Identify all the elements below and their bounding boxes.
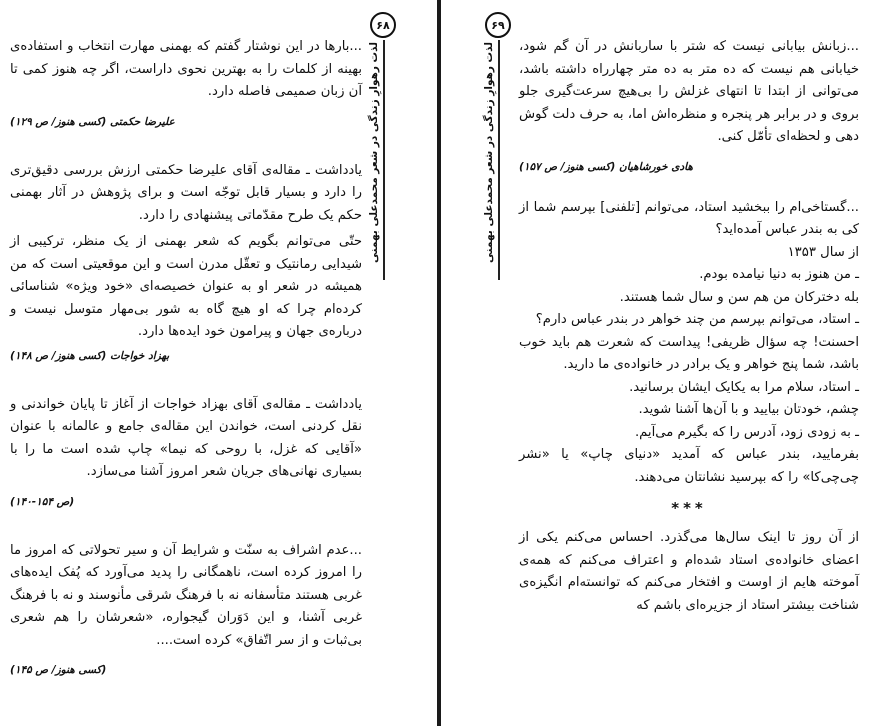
paragraph: یادداشت ـ مقاله‌ی آقای بهزاد خواجات از آغاز تا پایان خواندنی و نقل کردنی است، خواندن این مقاله‌ی جامع و عالمانه با عنوان «آقایی که غزل، با روحی که نیما» چاپ شده است ما را با بسیاری نهانی‌های جریان شعر امروز آشنا می‌سازد. [10, 396, 362, 479]
paragraph: یادداشت ـ مقاله‌ی آقای علیرضا حکمتی ارزش بررسی دقیق‌تری را دارد و بسیار قابل توجّه است و برای پژوهش در آثار بهمنی حکم یک طرح مقدّماتی پیشنهادی را دارد. [10, 162, 362, 223]
citation: بهزاد خواجات (کسی هنوز/ ص ۱۴۸) [10, 349, 170, 362]
citation: علیرضا حکمتی (کسی هنوز/ ص ۱۲۹) [10, 115, 175, 128]
dialogue-line: ـ استاد، می‌توانم بپرسم من چند خواهر در بندر عباس دارم؟ [535, 312, 859, 327]
section-separator: *** [671, 499, 707, 517]
dialogue-line: ـ من هنوز به دنیا نیامده بودم. [699, 267, 859, 282]
dialogue-line: ـ استاد، سلام مرا به یکایک ایشان برسانید. [629, 379, 859, 395]
citation: هادی خورشاهیان (کسی هنوز/ ص ۱۵۷) [519, 160, 693, 173]
page-number: ۶۹ [485, 12, 511, 38]
left-page-text [10, 36, 362, 678]
paragraph: حتّی می‌توانم بگویم که شعر بهمنی از یک منظر، ترکیبی از شیدایی رمانتیک و تعقّل مدرن است و این موقعیتی است که من همیشه در شعر او به عنوان خصیصه‌ای «خود ویژه» شناسائی کرده‌ام چرا که او هیچ گاه به شور بی‌مهار متوسل نیست و درباره‌ی جهان و پیرامون خود ایده‌ها دارد. [10, 234, 362, 339]
dialogue-line: چشم، خودتان بیایید و با آن‌ها آشنا شوید. [638, 402, 859, 417]
running-title: لذت رهوارِ زندگی در شعر محمدعلی بهمنی [368, 42, 380, 264]
left-page [0, 0, 437, 726]
citation: (ص ۱۵۴-۱۴۰) [10, 495, 75, 508]
dialogue-line: از سال ۱۳۵۳ [787, 244, 859, 260]
paragraph: ...گستاخی‌ام را ببخشید استاد، می‌توانم [تلفنی] بپرسم شما از کی به بندر عباس آمده‌اید؟ [519, 199, 859, 237]
dialogue-line: بله دخترکان من هم سن و سال شما هستند. [619, 289, 859, 305]
paragraph: از آن روز تا اینک سال‌ها می‌گذرد. احساس می‌کنم یکی از اعضای خانواده‌ی استاد شده‌ام و اعتراف می‌کنم که همه‌ی آموخته هایم از اوست و افتخار می‌کنم که توانسته‌ام انگیزه‌ی شناخت بیشتر استاد از جزیره‌ای باشم که [519, 530, 859, 613]
running-title-rule [498, 40, 500, 280]
paragraph: ...عدم اشراف به سنّت و شرایط آن و سیر تحولاتی که امروز ما را امروز کرده است، ناهمگانی را پدید می‌آورد که پُفک ایده‌های غربی هستند متأسفانه نه با فرهنگ شرقی مأنوسند و نه با فرهنگ غربی آشنا، و این دَوَران گیجواره، «شعرشان را هم شعری بی‌ثبات و از سر اتّفاق» کرده است.... [10, 542, 362, 648]
running-title-rule [383, 40, 385, 280]
right-page [441, 0, 878, 726]
citation: (کسی هنوز/ ص ۱۴۵) [10, 664, 107, 676]
dialogue-line: ـ به زودی زود، آدرس را که بگیرم می‌آیم. [634, 424, 859, 440]
running-title: لذت رهوارِ زندگی در شعر محمدعلی بهمنی [483, 42, 495, 264]
paragraph: ...بارها در این نوشتار گفتم که بهمنی مهارت انتخاب و استفاده‌ی بهینه از کلمات را به بهترین نحوی داراست، اگر چه هنوز کمی تا آن زبان صمیمی فاصله دارد. [10, 39, 362, 99]
dialogue-line: احسنت! چه سؤال ظریفی! پیداست که شعرت هم باید خوب باشد، شما پنج خواهر و یک برادر در خانواده‌ی ما دارید. [519, 334, 859, 372]
page-number: ۶۸ [370, 12, 396, 38]
right-page-text [519, 36, 859, 617]
paragraph: ...زبانش بیابانی نیست که شتر با ساربانش در آن گم شود، خیابانی هم نیست که ده متر به ده متر چهارراه داشته باشد، می‌توانی از ابتدا تا انتهای غزلش را بی‌هیچ سرعت‌گیری جلو بروی و در برابر هر پنجره و منظره‌اش اما، به حرف دلت گوش دهی و لحظه‌ای تأمّل کنی. [519, 39, 859, 144]
dialogue-line: بفرمایید، بندر عباس که آمدید «دنیای چاپ» یا «نشر چی‌چی‌کا» را که بپرسید نشانتان می‌دهند. [519, 447, 859, 485]
